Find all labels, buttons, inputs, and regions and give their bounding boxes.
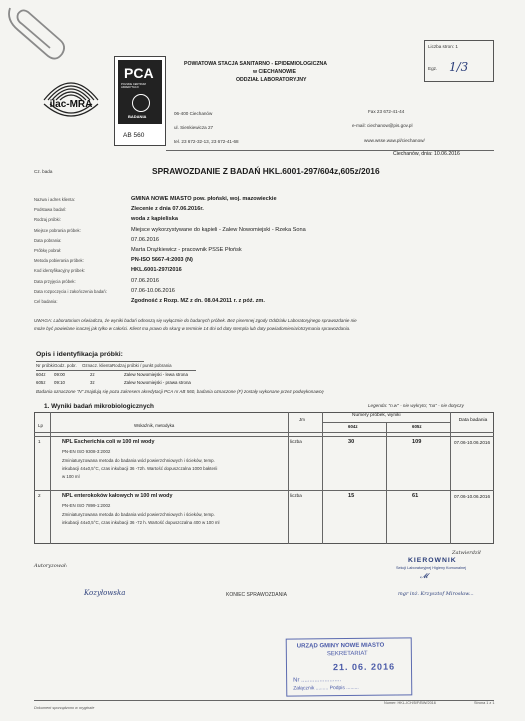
result-method: Zminiaturyzowana metoda do badania wód powierzchniowych i ścieków, temp. [62,512,215,517]
field-value: PN-ISO 5667-4:2003 (N) [131,257,193,264]
sample-location: Zalew Nowomiejski - lewa strona [124,372,188,377]
bottom-note: Dokument sporządzono w oryginale [34,706,95,710]
field-label: Cel badania: [34,299,58,304]
sample-table-header: Godz. pobr. [54,363,77,368]
city-date: Ciechanów, dnia: 10.06.2016 [393,151,460,157]
result-lp: 1 [38,439,41,444]
field-label: Podstawa badań: [34,207,67,213]
stamp-attachment: Załącznik ......... Podpis ......... [293,684,359,692]
result-unit: liczba [290,439,302,444]
website-url: www.wsse.waw.pl/ciechanow/ [364,138,425,143]
row-rule [34,436,494,437]
result-value-sample2: 109 [412,439,422,445]
address-line-1: 06-400 Ciechanów [174,111,213,116]
copy-number-handwritten: 1/3 [449,60,469,74]
sample-nr: 605z [36,380,46,385]
sample-client-code: 2z [90,372,95,377]
result-name: NPL Escherichia coli w 100 ml wody [62,439,155,445]
authorized-label: Autoryzował: [34,563,68,569]
field-label: Kod identyfikacyjny próbek: [34,268,85,274]
results-col-lp: Lp [38,423,43,428]
sample-time: 09:00 [54,372,65,377]
table-rule [36,370,196,371]
email-address: e-mail: ciechanow@pis.gov.pl [352,123,413,128]
kierownik-signature: 𝓜 [420,572,428,580]
field-label: Rodzaj próbki: [34,217,61,223]
sample-time: 09:10 [54,380,65,385]
result-name: NPL enterokoków kałowych w 100 ml wody [62,493,173,499]
field-value: Zgodność z Rozp. MZ z dn. 08.04.2011 r. z póź. zm. [131,298,265,304]
field-value: HKL.6001-297/2016 [131,267,182,274]
page-number: Strona 1 z 1 [474,701,495,705]
pca-subtitle: POLSKIE CENTRUM AKREDYTACJI [121,83,146,89]
paper-clip-icon [4,0,72,62]
field-value: Marta Drążkiewicz - pracownik PSSE Płońsk [131,247,242,253]
field-label: Data rozpoczęcia i zakończenia badań: [34,288,107,294]
report-title: SPRAWOZDANIE Z BADAŃ HKL.6001-297/604z,605z/2016 [152,166,380,176]
field-value: Miejsce wykorzystywane do kąpieli - Zalew Nowomiejski - Rzeka Sona [131,226,306,233]
legend-text: Legenda: "n.w" - nie wykryto; "na" - nie dotyczy [368,403,464,408]
results-col-param: Wskaźnik, metodyka [134,423,175,428]
result-unit: liczba [290,493,302,498]
result-value-sample2: 61 [412,493,419,499]
results-col-jm: Jm [299,417,305,422]
result-method: inkubacji 44±0,5°C, czas inkubacji 36 -72 h. Wartość dopuszczalna 400 w 100 ml [62,520,220,525]
row-rule [34,490,494,491]
col-rule [386,422,387,544]
result-method: Zminiaturyzowana metoda do badania wód powierzchniowych i ścieków, temp. [62,458,215,463]
ilac-mra-logo [36,62,106,130]
result-lp: 2 [38,493,41,498]
sample-table-header: Oznacz. klienta [82,363,113,368]
field-label: Data przyjęcia próbek: [34,278,76,284]
received-stamp [286,637,413,696]
kierownik-name: mgr inż. Krzysztof Mirosław... [398,591,474,597]
result-method: w 100 ml [62,474,80,479]
row-rule [34,432,494,433]
results-col-sample1: 604z [348,424,358,429]
field-label: Metoda pobierania próbek: [34,258,84,264]
pca-number: AB 560 [123,132,145,139]
result-value-sample1: 30 [348,439,355,445]
ilac-logo-text: ilac-MRA [49,99,93,110]
accreditation-note: Badania oznaczone "N" znajdują się poza zakresem akredytacji PCA nr AB 560, badania oznaczone (F) zostały wykonane przez podwykonawcę [36,389,324,394]
institution-city: w CIECHANOWIE [253,69,296,75]
approved-label: Zatwierdził [452,550,481,556]
results-heading: 1. Wyniki badań mikrobiologicznych [44,403,154,410]
results-col-date: Data badania [458,418,488,423]
kierownik-dept: Sekcji Laboratoryjnej Higieny Komunalnej [396,566,467,570]
institution-name: POWIATOWA STACJA SANITARNO - EPIDEMIOLOGICZNA [184,61,328,67]
result-method: inkubacji 44±0,5°C, czas inkubacji 36 -72h. Wartość dopuszczalna 1000 bakterii [62,466,218,471]
page-counter-box [424,40,494,82]
kierownik-stamp: KIEROWNIK [408,557,457,564]
field-label: Nazwa i adres klienta: [34,197,75,202]
field-value: 07.06-10.06.2016 [131,287,175,294]
address-phone: tel. 23 672-32-13, 23 672-41-68 [174,139,239,144]
copy-label: Egz. [428,66,438,71]
sample-location: Zalew Nowomiejski - prawa strona [124,380,191,385]
field-value: Zlecenie z dnia 07.06.2016r. [131,206,204,213]
sample-table-header: Nr próbki [36,363,54,368]
result-method: PN-EN ISO 7899-1:2002 [62,503,111,508]
field-value: GMINA NOWE MIASTO pow. płoński, woj. mazowieckie [131,196,277,202]
field-label: Próbkę pobrał: [34,248,62,253]
institution-dept: ODDZIAŁ LABORATORYJNY [236,77,307,83]
result-method: PN-EN ISO 9308-3:2002 [62,449,111,454]
result-date: 07.06-10.06.2016 [454,440,491,445]
cz-label: Cz. bada [34,169,53,174]
pca-logo [114,56,166,146]
stamp-office: URZĄD GMINY NOWE MIASTO [296,642,385,650]
sample-nr: 604z [36,372,46,377]
field-label: Data pobrania: [34,237,62,243]
pca-emblem-icon [132,94,150,112]
row-rule [322,422,450,423]
stamp-secretariat: SEKRETARIAT [326,650,368,658]
result-value-sample1: 15 [348,493,355,499]
field-label: Miejsce pobrania próbek: [34,227,81,233]
disclaimer-line-2: może być powielane inaczej jak tylko w całości. Klient ma prawo do skarg w terminie 14 dni od daty stempla lub daty powiadomienia/otrzymania sprawozdania. [34,326,351,331]
pca-logo-text: PCA [124,65,154,81]
end-of-report: KONIEC SPRAWOZDANIA [226,592,287,598]
pca-badge: BADANIA [128,114,147,119]
author-signature: Kozyłowska [84,589,126,597]
page-count-label: Liczba stron: 1 [428,44,458,49]
results-col-numbers: Numery próbek, wyniki [352,413,401,418]
field-value: 07.06.2016 [131,277,159,284]
disclaimer-line-1: UWAGA: Laboratorium oświadcza, że wyniki badań odnoszą się wyłącznie do badanych próbek. Bez pisemnej zgody Oddziału Laboratoryjnego sprawozdanie nie [34,318,357,323]
results-col-sample2: 605z [412,424,422,429]
sample-table-header: Rodzaj próbki / punkt pobrania [112,363,172,368]
form-code: Numer: HKL-ICH/5/F/BW/2016 [384,701,436,705]
sample-description-heading: Opis i identyfikacja próbki: [36,351,123,358]
fax-number: Fax 23 672-41-44 [368,109,405,114]
result-date: 07.06-10.06.2016 [454,494,491,499]
stamp-number: Nr ........................ [293,677,342,684]
address-line-2: ul. Sienkiewicza 27 [174,125,214,130]
stamp-date: 21. 06. 2016 [332,661,396,673]
sample-client-code: 3z [90,380,95,385]
field-value: woda z kąpieliska [131,216,178,223]
field-value: 07.06.2016 [131,236,159,243]
